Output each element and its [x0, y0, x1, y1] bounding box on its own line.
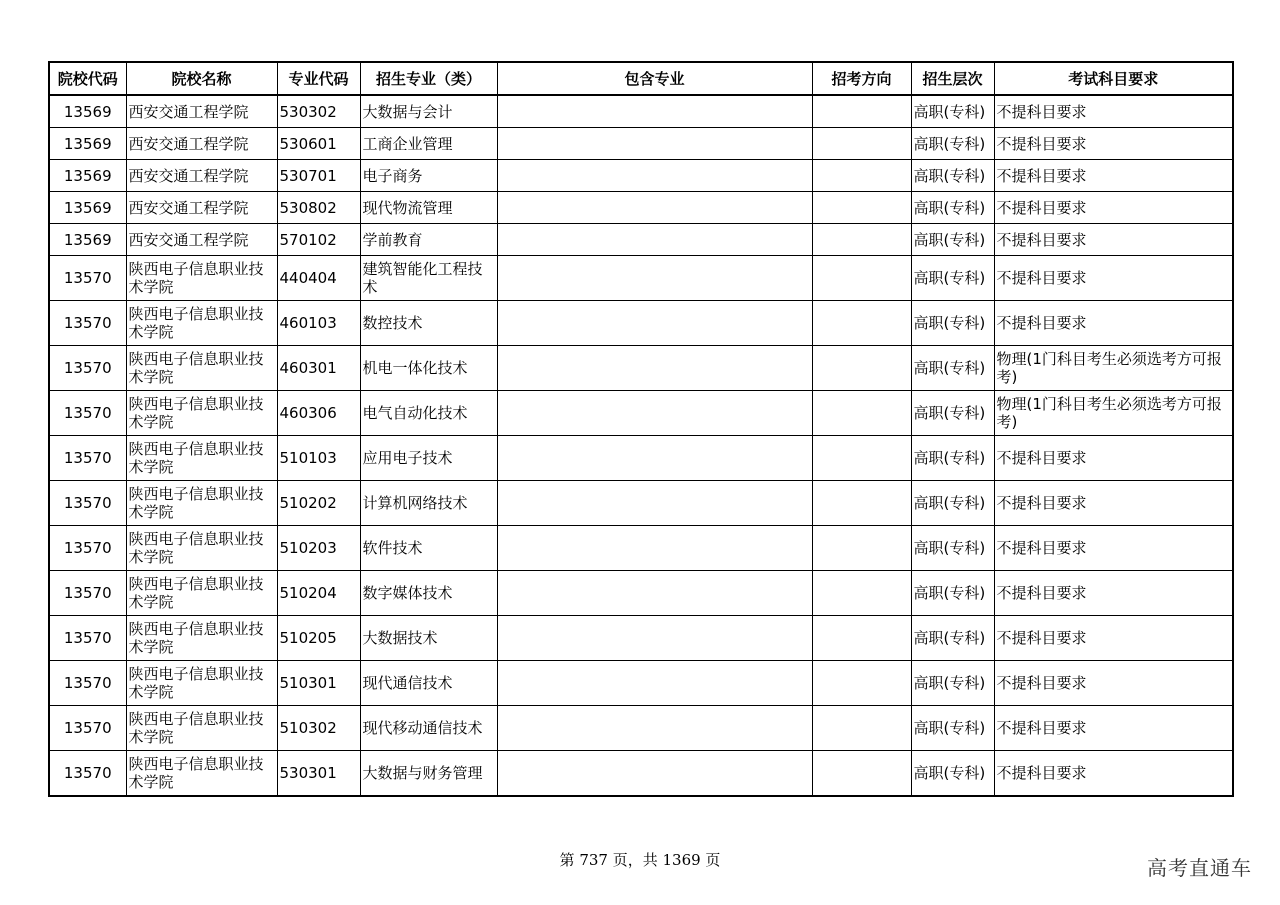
- cell-requirement: 不提科目要求: [994, 526, 1233, 571]
- cell-level: 高职(专科): [911, 661, 994, 706]
- cell-included-majors: [497, 128, 812, 160]
- cell-school-code: 13570: [49, 706, 126, 751]
- cell-included-majors: [497, 224, 812, 256]
- cell-school-code: 13569: [49, 95, 126, 128]
- cell-level: 高职(专科): [911, 751, 994, 797]
- cell-major-code: 530302: [277, 95, 360, 128]
- cell-school-name: 西安交通工程学院: [126, 192, 277, 224]
- cell-school-name: 西安交通工程学院: [126, 160, 277, 192]
- header-major: 招生专业（类）: [360, 62, 497, 95]
- cell-level: 高职(专科): [911, 346, 994, 391]
- cell-major: 学前教育: [360, 224, 497, 256]
- cell-requirement: 不提科目要求: [994, 481, 1233, 526]
- cell-major: 电气自动化技术: [360, 391, 497, 436]
- cell-direction: [812, 751, 911, 797]
- table-row: [49, 160, 1233, 192]
- cell-major-code: 530701: [277, 160, 360, 192]
- cell-school-code: 13570: [49, 661, 126, 706]
- cell-school-code: 13569: [49, 160, 126, 192]
- cell-requirement: 不提科目要求: [994, 661, 1233, 706]
- table-row: [49, 706, 1233, 751]
- cell-direction: [812, 301, 911, 346]
- cell-school-code: 13570: [49, 571, 126, 616]
- cell-requirement: 不提科目要求: [994, 571, 1233, 616]
- cell-major-code: 440404: [277, 256, 360, 301]
- cell-included-majors: [497, 160, 812, 192]
- table-row: [49, 526, 1233, 571]
- table-row: [49, 436, 1233, 481]
- cell-included-majors: [497, 192, 812, 224]
- cell-requirement: 不提科目要求: [994, 95, 1233, 128]
- cell-included-majors: [497, 481, 812, 526]
- cell-direction: [812, 160, 911, 192]
- table-row: [49, 95, 1233, 128]
- cell-major-code: 530802: [277, 192, 360, 224]
- cell-level: 高职(专科): [911, 224, 994, 256]
- cell-school-code: 13569: [49, 128, 126, 160]
- cell-direction: [812, 571, 911, 616]
- cell-major: 大数据技术: [360, 616, 497, 661]
- cell-included-majors: [497, 571, 812, 616]
- header-included-majors: 包含专业: [497, 62, 812, 95]
- cell-school-name: 陕西电子信息职业技术学院: [126, 661, 277, 706]
- cell-school-code: 13569: [49, 224, 126, 256]
- cell-direction: [812, 526, 911, 571]
- cell-major-code: 460103: [277, 301, 360, 346]
- cell-school-code: 13570: [49, 256, 126, 301]
- cell-level: 高职(专科): [911, 256, 994, 301]
- cell-major-code: 530601: [277, 128, 360, 160]
- cell-school-code: 13570: [49, 481, 126, 526]
- cell-level: 高职(专科): [911, 706, 994, 751]
- cell-school-name: 陕西电子信息职业技术学院: [126, 391, 277, 436]
- cell-major: 现代移动通信技术: [360, 706, 497, 751]
- cell-direction: [812, 256, 911, 301]
- cell-school-code: 13570: [49, 616, 126, 661]
- cell-requirement: 物理(1门科目考生必须选考方可报考): [994, 391, 1233, 436]
- cell-direction: [812, 481, 911, 526]
- cell-school-code: 13569: [49, 192, 126, 224]
- cell-direction: [812, 192, 911, 224]
- cell-level: 高职(专科): [911, 571, 994, 616]
- cell-school-name: 陕西电子信息职业技术学院: [126, 481, 277, 526]
- table-row: [49, 571, 1233, 616]
- cell-major: 数控技术: [360, 301, 497, 346]
- table-row: [49, 192, 1233, 224]
- cell-level: 高职(专科): [911, 526, 994, 571]
- cell-direction: [812, 706, 911, 751]
- cell-major: 现代物流管理: [360, 192, 497, 224]
- watermark: 高考直通车: [1147, 856, 1252, 880]
- header-row: [49, 62, 1233, 95]
- cell-direction: [812, 346, 911, 391]
- cell-major-code: 510205: [277, 616, 360, 661]
- cell-major: 应用电子技术: [360, 436, 497, 481]
- cell-major-code: 510204: [277, 571, 360, 616]
- cell-school-name: 陕西电子信息职业技术学院: [126, 301, 277, 346]
- cell-school-name: 陕西电子信息职业技术学院: [126, 436, 277, 481]
- cell-level: 高职(专科): [911, 436, 994, 481]
- cell-requirement: 不提科目要求: [994, 128, 1233, 160]
- cell-school-name: 陕西电子信息职业技术学院: [126, 706, 277, 751]
- cell-requirement: 物理(1门科目考生必须选考方可报考): [994, 346, 1233, 391]
- page-number: 第 737 页，共 1369 页: [559, 851, 721, 869]
- cell-direction: [812, 616, 911, 661]
- table-row: [49, 616, 1233, 661]
- cell-school-name: 陕西电子信息职业技术学院: [126, 256, 277, 301]
- cell-major-code: 460306: [277, 391, 360, 436]
- cell-included-majors: [497, 706, 812, 751]
- cell-school-code: 13570: [49, 436, 126, 481]
- cell-requirement: 不提科目要求: [994, 256, 1233, 301]
- cell-included-majors: [497, 391, 812, 436]
- cell-major-code: 510103: [277, 436, 360, 481]
- cell-included-majors: [497, 256, 812, 301]
- cell-major: 数字媒体技术: [360, 571, 497, 616]
- cell-major-code: 510301: [277, 661, 360, 706]
- table-row: [49, 256, 1233, 301]
- cell-school-code: 13570: [49, 751, 126, 797]
- cell-requirement: 不提科目要求: [994, 301, 1233, 346]
- cell-major-code: 530301: [277, 751, 360, 797]
- cell-major: 大数据与会计: [360, 95, 497, 128]
- cell-direction: [812, 128, 911, 160]
- cell-major: 计算机网络技术: [360, 481, 497, 526]
- table-row: [49, 128, 1233, 160]
- cell-major: 电子商务: [360, 160, 497, 192]
- cell-major-code: 570102: [277, 224, 360, 256]
- header-school-code: 院校代码: [49, 62, 126, 95]
- cell-major: 大数据与财务管理: [360, 751, 497, 797]
- cell-level: 高职(专科): [911, 301, 994, 346]
- cell-school-name: 陕西电子信息职业技术学院: [126, 616, 277, 661]
- table-row: [49, 224, 1233, 256]
- cell-included-majors: [497, 661, 812, 706]
- enrollment-table: [48, 61, 1234, 797]
- cell-direction: [812, 224, 911, 256]
- cell-school-name: 陕西电子信息职业技术学院: [126, 751, 277, 797]
- cell-major: 工商企业管理: [360, 128, 497, 160]
- header-level: 招生层次: [911, 62, 994, 95]
- cell-school-code: 13570: [49, 301, 126, 346]
- cell-major-code: 510302: [277, 706, 360, 751]
- cell-level: 高职(专科): [911, 160, 994, 192]
- cell-major-code: 510203: [277, 526, 360, 571]
- cell-included-majors: [497, 616, 812, 661]
- table-row: [49, 301, 1233, 346]
- cell-included-majors: [497, 526, 812, 571]
- cell-school-code: 13570: [49, 346, 126, 391]
- cell-major: 机电一体化技术: [360, 346, 497, 391]
- cell-included-majors: [497, 346, 812, 391]
- cell-major-code: 510202: [277, 481, 360, 526]
- cell-major: 现代通信技术: [360, 661, 497, 706]
- cell-requirement: 不提科目要求: [994, 616, 1233, 661]
- cell-requirement: 不提科目要求: [994, 192, 1233, 224]
- cell-direction: [812, 391, 911, 436]
- cell-school-code: 13570: [49, 526, 126, 571]
- cell-school-name: 西安交通工程学院: [126, 95, 277, 128]
- cell-school-name: 陕西电子信息职业技术学院: [126, 346, 277, 391]
- cell-school-name: 陕西电子信息职业技术学院: [126, 526, 277, 571]
- cell-major: 软件技术: [360, 526, 497, 571]
- cell-requirement: 不提科目要求: [994, 751, 1233, 797]
- cell-level: 高职(专科): [911, 192, 994, 224]
- cell-school-name: 西安交通工程学院: [126, 224, 277, 256]
- cell-included-majors: [497, 436, 812, 481]
- cell-direction: [812, 436, 911, 481]
- cell-major-code: 460301: [277, 346, 360, 391]
- table-row: [49, 661, 1233, 706]
- table-row: [49, 751, 1233, 797]
- table-row: [49, 346, 1233, 391]
- cell-major: 建筑智能化工程技术: [360, 256, 497, 301]
- table-row: [49, 391, 1233, 436]
- cell-included-majors: [497, 95, 812, 128]
- cell-school-name: 陕西电子信息职业技术学院: [126, 571, 277, 616]
- cell-school-name: 西安交通工程学院: [126, 128, 277, 160]
- cell-requirement: 不提科目要求: [994, 706, 1233, 751]
- cell-level: 高职(专科): [911, 391, 994, 436]
- cell-requirement: 不提科目要求: [994, 224, 1233, 256]
- header-major-code: 专业代码: [277, 62, 360, 95]
- cell-level: 高职(专科): [911, 481, 994, 526]
- cell-direction: [812, 95, 911, 128]
- cell-level: 高职(专科): [911, 95, 994, 128]
- cell-direction: [812, 661, 911, 706]
- header-requirement: 考试科目要求: [994, 62, 1233, 95]
- cell-requirement: 不提科目要求: [994, 436, 1233, 481]
- table-row: [49, 481, 1233, 526]
- cell-school-code: 13570: [49, 391, 126, 436]
- cell-included-majors: [497, 301, 812, 346]
- header-direction: 招考方向: [812, 62, 911, 95]
- cell-requirement: 不提科目要求: [994, 160, 1233, 192]
- header-school-name: 院校名称: [126, 62, 277, 95]
- cell-level: 高职(专科): [911, 616, 994, 661]
- cell-level: 高职(专科): [911, 128, 994, 160]
- cell-included-majors: [497, 751, 812, 797]
